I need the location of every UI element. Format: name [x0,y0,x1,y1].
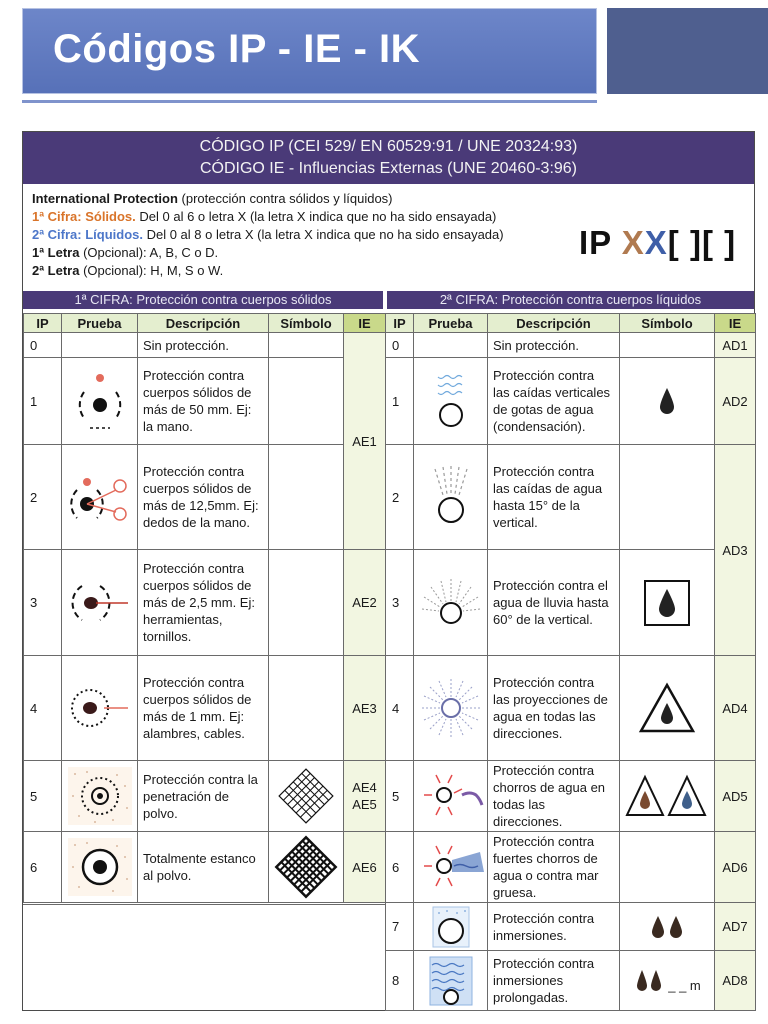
ie-value: AE2 [344,550,386,656]
ip-value: 0 [386,333,414,358]
banner-corner-block [607,8,768,94]
symbol-cell [620,832,715,903]
drop-symbol-icon [620,358,715,445]
table-row [386,656,756,761]
ip-value: 5 [24,761,62,832]
col-descripcion: Descripción [138,314,269,333]
symbol-cell [269,550,344,656]
description: Protección contra cuerpos sólidos de más de 2,5 mm. Ej: herramientas, tornillos. [138,550,269,656]
test-wire-icon [62,656,138,761]
dust-protected-symbol-icon [269,761,344,832]
col-simbolo: Símbolo [269,314,344,333]
panel-header [23,132,754,184]
description: Sin protección. [138,333,269,358]
test-drops-15deg-icon [414,445,488,550]
ip-value: 1 [24,358,62,445]
ip-code-brackets: [ ][ ] [667,224,737,261]
test-cell [62,333,138,358]
test-immersion-icon [414,903,488,951]
title-banner [22,8,597,94]
test-heavy-seas-icon [414,832,488,903]
description: Protección contra el agua de lluvia hasta 60° de la vertical. [488,550,620,656]
table-row [24,333,386,358]
header-line-1: CÓDIGO IP (CEI 529/ EN 60529:91 / UNE 20324:93) [199,138,578,155]
description: Protección contra las caídas verticales de gotas de agua (condensación). [488,358,620,445]
cifra1-label: 1ª Cifra: Sólidos. [32,209,136,224]
empty-area [23,904,385,1011]
intro-line-cifra1 [32,208,592,226]
description: Protección contra inmersiones prolongadas. [488,951,620,1011]
ip-value: 6 [386,832,414,903]
letra1-text: (Opcional): A, B, C o D. [79,245,219,260]
intro-text [32,190,592,280]
liquids-header-row [386,314,756,333]
col-simbolo: Símbolo [620,314,715,333]
table-row [386,903,756,951]
description: Protección contra las caídas de agua hasta 15° de la vertical. [488,445,620,550]
ie-value: AD1 [715,333,756,358]
col-ip: IP [386,314,414,333]
symbol-cell [620,333,715,358]
ip-value: 4 [386,656,414,761]
symbol-cell [269,656,344,761]
solids-table [23,313,386,903]
description: Protección contra fuertes chorros de agua o contra mar gruesa. [488,832,620,903]
ip-code-x1: X [621,224,645,261]
description: Protección contra la penetración de polvo. [138,761,269,832]
two-drops-depth-symbol-icon [620,951,715,1011]
ie-value: AD6 [715,832,756,903]
symbol-cell [269,333,344,358]
symbol-cell [269,445,344,550]
ie-value [344,761,386,832]
test-cell [414,333,488,358]
test-vertical-drops-icon [414,358,488,445]
ie-ae4: AE4 [352,780,377,795]
description: Totalmente estanco al polvo. [138,832,269,903]
ip-value: 7 [386,903,414,951]
test-dust-tight-icon [62,832,138,903]
col-ie: IE [715,314,756,333]
drop-in-triangle-symbol-icon [620,656,715,761]
ip-value: 4 [24,656,62,761]
cifra1-text: Del 0 al 6 o letra X (la letra X indica que no ha sido ensayada) [135,209,497,224]
drop-in-square-symbol-icon [620,550,715,656]
ip-value: 2 [386,445,414,550]
description: Protección contra cuerpos sólidos de más de 12,5mm. Ej: dedos de la mano. [138,445,269,550]
ip-value: 3 [386,550,414,656]
dust-tight-symbol-icon [269,832,344,903]
description: Protección contra las proyecciones de agua en todas las direcciones. [488,656,620,761]
depth-label: _ _ m [668,977,701,993]
liquids-section-title: 2ª CIFRA: Protección contra cuerpos líquidos [387,291,754,309]
ip-value: 8 [386,951,414,1011]
ip-value: 6 [24,832,62,903]
col-prueba: Prueba [62,314,138,333]
ip-value: 1 [386,358,414,445]
table-row [24,445,386,550]
col-descripcion: Descripción [488,314,620,333]
test-water-jets-icon [414,761,488,832]
test-prolonged-immersion-icon [414,951,488,1011]
cifra2-text: Del 0 al 8 o letra X (la letra X indica que no ha sido ensayada) [142,227,504,242]
test-splash-all-directions-icon [414,656,488,761]
header-line-2: CÓDIGO IE - Influencias Externas (UNE 20460-3:96) [199,160,578,177]
test-tool-icon [62,550,138,656]
letra2-label: 2ª Letra [32,263,80,278]
ie-value: AD3 [715,445,756,656]
ip-code-format [579,224,736,262]
symbol-cell [620,445,715,550]
symbol-cell [269,358,344,445]
page-title: Códigos IP - IE - IK [53,27,421,71]
ie-value: AE6 [344,832,386,903]
intro-ip-title: International Protection [32,191,178,206]
solids-header-row [24,314,386,333]
test-50mm-sphere-icon [62,358,138,445]
description: Protección contra cuerpos sólidos de más de 50 mm. Ej: la mano. [138,358,269,445]
ip-value: 2 [24,445,62,550]
table-row [24,358,386,445]
col-ie: IE [344,314,386,333]
table-row [386,445,756,550]
table-row [24,656,386,761]
col-ip: IP [24,314,62,333]
intro-line-cifra2 [32,226,592,244]
table-row [386,358,756,445]
ie-value: AD7 [715,903,756,951]
table-row [386,951,756,1011]
letra2-text: (Opcional): H, M, S o W. [79,263,224,278]
ie-value: AD2 [715,358,756,445]
table-row [386,832,756,903]
liquids-table [385,313,756,1011]
ip-code-panel [22,131,755,1011]
description: Protección contra inmersiones. [488,903,620,951]
ie-value: AD4 [715,656,756,761]
double-triangle-drop-symbol-icon [620,761,715,832]
table-row [386,761,756,832]
table-row [24,550,386,656]
description: Protección contra cuerpos sólidos de más de 1 mm. Ej: alambres, cables. [138,656,269,761]
ip-value: 5 [386,761,414,832]
test-rain-60deg-icon [414,550,488,656]
intro-ip-rest: (protección contra sólidos y líquidos) [177,191,393,206]
ie-value: AD8 [715,951,756,1011]
description: Protección contra chorros de agua en todas las direcciones. [488,761,620,832]
intro-line-letra2 [32,262,592,280]
ip-code-prefix: IP [579,224,612,261]
banner-divider [22,100,597,103]
ip-value: 3 [24,550,62,656]
table-row [24,832,386,903]
intro-line-ip [32,190,592,208]
ie-ae5: AE5 [352,797,377,812]
letra1-label: 1ª Letra [32,245,80,260]
ie-value: AE1 [344,333,386,550]
table-row [24,761,386,832]
test-finger-icon [62,445,138,550]
table-row [386,333,756,358]
ip-code-x2: X [644,224,668,261]
test-dust-icon [62,761,138,832]
description: Sin protección. [488,333,620,358]
cifra2-label: 2ª Cifra: Líquidos. [32,227,143,242]
intro-line-letra1 [32,244,592,262]
two-drops-symbol-icon [620,903,715,951]
ie-value: AE3 [344,656,386,761]
solids-section-title: 1ª CIFRA: Protección contra cuerpos sólidos [23,291,383,309]
col-prueba: Prueba [414,314,488,333]
table-row [386,550,756,656]
ie-value: AD5 [715,761,756,832]
ip-value: 0 [24,333,62,358]
